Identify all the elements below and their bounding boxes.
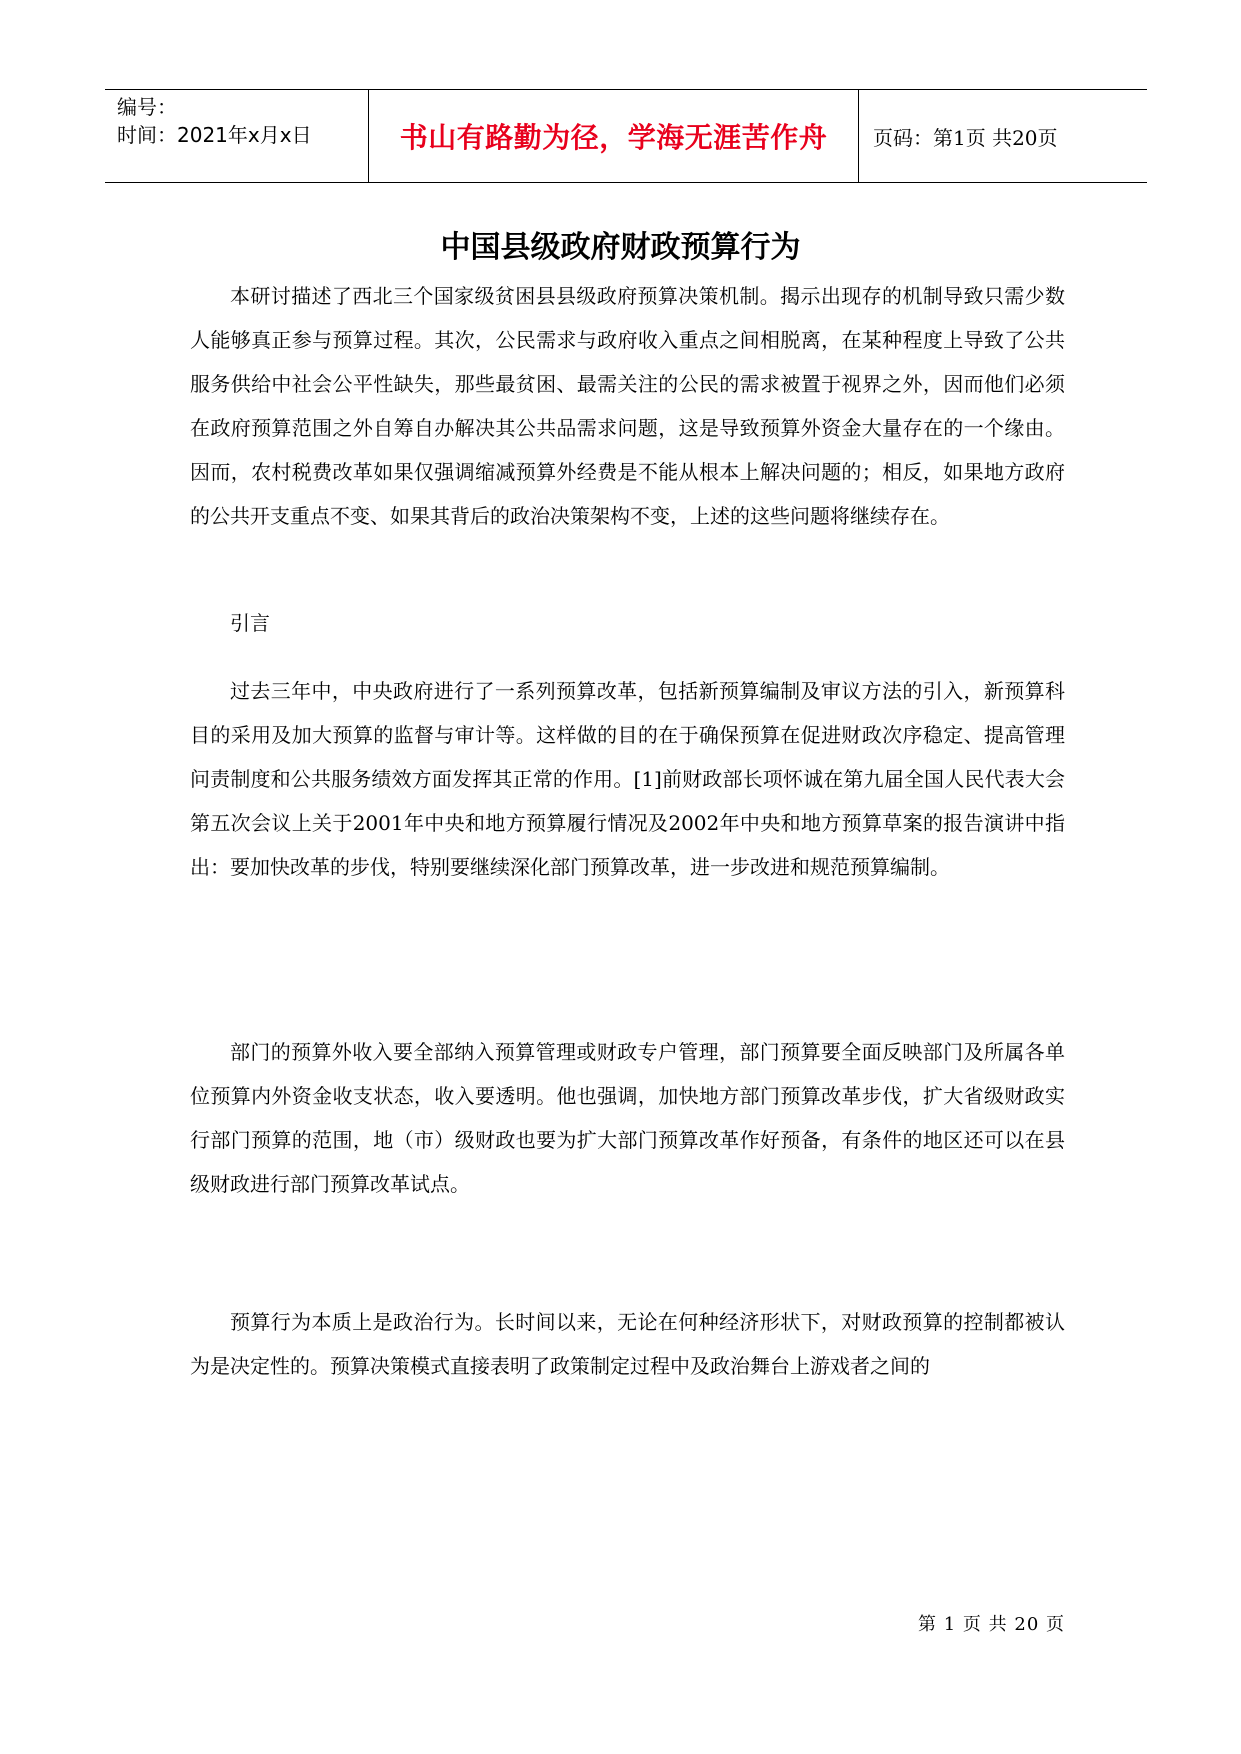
header-page-info: 页码：第1页 共20页 bbox=[873, 125, 1058, 150]
paragraph-extra-budget-revenue: 部门的预算外收入要全部纳入预算管理或财政专户管理，部门预算要全面反映部门及所属各单位预算内外资金收支状态，收入要透明。他也强调，加快地方部门预算改革步伐，扩大省级财政实行部门预算的范围，地（市）级财政也要为扩大部门预算改革作好预备，有条件的地区还可以在县级财政进行部门预算改革试点。 bbox=[190, 1040, 1065, 1196]
document-time-label: 时间：2021年x月x日 bbox=[117, 123, 312, 147]
paragraph-budget-behavior: 预算行为本质上是政治行为。长时间以来，无论在何种经济形状下，对财政预算的控制都被认为是决定性的。预算决策模式直接表明了政策制定过程中及政治舞台上游戏者之间的 bbox=[190, 1310, 1065, 1378]
paragraph-abstract: 本研讨描述了西北三个国家级贫困县县级政府预算决策机制。揭示出现存的机制导致只需少数人能够真正参与预算过程。其次，公民需求与政府收入重点之间相脱离，在某种程度上导致了公共服务供给中社会公平性缺失，那些最贫困、最需关注的公民的需求被置于视界之外，因而他们必须在政府预算范围之外自筹自办解决其公共品需求问题，这是导致预算外资金大量存在的一个缘由。因而，农村税费改革如果仅强调缩减预算外经费是不能从根本上解决问题的；相反，如果地方政府的公共开支重点不变、如果其背后的政治决策架构不变，上述的这些问题将继续存在。 bbox=[190, 284, 1065, 528]
header-meta bbox=[105, 90, 369, 182]
document-title: 中国县级政府财政预算行为 bbox=[440, 230, 801, 265]
document-number-label: 编号： bbox=[117, 95, 177, 119]
page-header bbox=[105, 89, 1147, 183]
paragraph-budget-reform: 过去三年中，中央政府进行了一系列预算改革，包括新预算编制及审议方法的引入，新预算科目的采用及加大预算的监督与审计等。这样做的目的在于确保预算在促进财政次序稳定、提高管理问责制度和公共服务绩效方面发挥其正常的作用。[1]前财政部长项怀诚在第九届全国人民代表大会第五次会议上关于2001年中央和地方预算履行情况及2002年中央和地方预算草案的报告演讲中指出：要加快改革的步伐，特别要继续深化部门预算改革，进一步改进和规范预算编制。 bbox=[190, 679, 1065, 879]
paragraph-introduction-heading: 引言 bbox=[230, 611, 270, 635]
page-footer: 第 1 页 共 20 页 bbox=[918, 1614, 1065, 1635]
header-motto: 书山有路勤为径，学海无涯苦作舟 bbox=[369, 90, 859, 182]
